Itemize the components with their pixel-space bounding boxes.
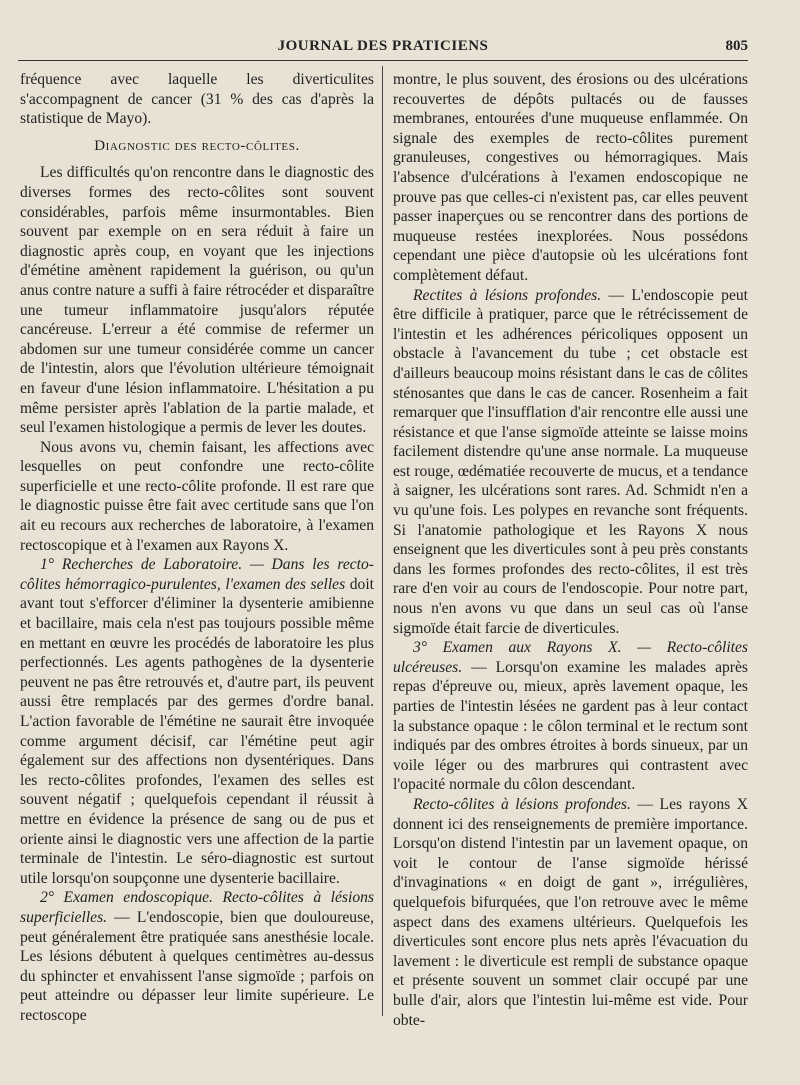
paragraph-xray-ulcerative — [393, 638, 748, 795]
endoscopy-text: — L'endoscopie, bien que douloureuse, peut généralement être pratiquée sans anesthésie locale. Les lésions débutent à quelques centimètres au-dessus du sphincter et envahissent l'anse sigmoïde ; parfois on peut atteindre ou dépasser leur limite supérieure. Le rectoscope — [20, 908, 374, 1024]
paragraph-laboratory — [20, 555, 374, 888]
column-divider — [382, 66, 383, 1016]
right-column — [393, 70, 748, 1030]
xray-deep-text: — Les rayons X donnent ici des renseignements de première importance. Lorsqu'on distend l'intestin par un lavement opaque, on voit le contour de l'anse sigmoïde hérissé d'invaginations « en doigt de gant », irrégulières, quelquefois bifurquées, que l'on retrouve avec le même aspect dans des examens ultérieurs. Quelquefois les diverticules sont encore plus nets après l'évacuation du lavement : le diverticule est rempli de substance opaque et présente souvent un sommet clair occupé par une bulle d'air, alors que l'intestin lui-même est vide. Pour obte- — [393, 795, 748, 1029]
xray-ulcerative-text: — Lorsqu'on examine les malades après repas d'épreuve ou, mieux, après lavement opaque, les parties de l'intestin lésées ne gardent pas à leur contact la substance opaque : le côlon terminal et le rectum sont indiqués par des ombres étroites à bords sinueux, par un voile léger ou des marbrures qui contrastent avec l'opacité normale du côlon descendant. — [393, 658, 748, 794]
deep-rectitis-text: — L'endoscopie peut être difficile à pratiquer, parce que le rétrécissement de l'intestin et les adhérences péricoliques opposent un obstacle à l'avancement du tube ; cet obstacle est d'ailleurs beaucoup moins résistant dans le cas de côlites sténosantes que dans le cas de cancer. Rosenheim a fait remarquer que l'insufflation d'air rencontre elle aussi une résistance et que l'anse sigmoïde atteinte se laisse moins facilement distendre qu'une anse normale. La muqueuse est rouge, œdématiée recouverte de mucus, et a tendance à saigner, les ulcérations sont rares. Ad. Schmidt n'en a vu qu'une fois. Les polypes en revanche sont fréquents. Si l'anatomie pathologique et les Rayons X nous enseignent que les diverticules sont à peu près constants dans les formes profondes des recto-côlites, il est très rare d'en voir au cours de l'endoscopie. Pour notre part, nous n'en avons vu que dans un seul cas où l'anse sigmoïde était farcie de diverticules. — [393, 286, 749, 637]
paragraph-endoscopy — [20, 888, 374, 1025]
running-header — [18, 34, 748, 61]
xray-ulcerative-lead: 3° Examen aux Rayons X. — Recto-côlites ulcéreuses. — [393, 639, 748, 676]
page-number: 805 — [725, 38, 748, 54]
paragraph-affections: Nous avons vu, chemin faisant, les affections avec lesquelles on peut confondre une recto-côlite superficielle et une recto-côlite profonde. Il est rare que le diagnostic puisse être fait avec certitude sans que l'on ait eu recours aux recherches de laboratoire, à l'examen rectoscopique et à l'examen aux Rayons X. — [20, 438, 374, 554]
laboratory-text: doit avant tout s'efforcer d'éliminer la dysenterie amibienne et bacillaire, mais cela n'est pas toujours possible même en mettant en œuvre les procédés de laboratoire les plus perfectionnés. Les agents pathogènes de la dysenterie peuvent ne pas être retrouvés et, d'autre part, ils peuvent aussi être remplacés par des germes d'ordre banal. L'action favorable de l'émétine ne saurait être invoquée comme argument décisif, car l'émétine peut agir également sur des affections non dysentériques. Dans les recto-côlites profondes, l'examen des selles est souvent négatif ; quelquefois cependant il réussit à mettre en évidence la présence de sang ou de pus et oriente ainsi le diagnostic vers une affection de la partie terminale de l'intestin. Le séro-diagnostic est surtout utile lorsqu'on soupçonne une dysenterie bacillaire. — [20, 575, 374, 887]
section-heading: Diagnostic des recto-côlites. — [94, 137, 300, 154]
paragraph-intro: fréquence avec laquelle les diverticulites s'accompagnent de cancer (31 % des cas d'après la statistique de Mayo). — [20, 71, 374, 128]
laboratory-lead: 1° Recherches de Laboratoire. — Dans les recto-côlites hémorragico-purulentes, l'examen des selles — [20, 556, 374, 593]
endoscopy-lead: 2° Examen endoscopique. Recto-côlites à lésions superficielles. — [20, 889, 374, 926]
paragraph-difficulties: Les difficultés qu'on rencontre dans le diagnostic des diverses formes des recto-côlites sont souvent considérables, parfois même insurmontables. Bien souvent par exemple on en sera réduit à faire un diagnostic après coup, en voyant que les injections d'émétine amènent rapidement la guérison, ou qu'un anus contre nature a suffi à faire rétrocéder et disparaître une tumeur inflammatoire jusqu'alors réputée cancéreuse. L'erreur a été commise de refermer un abdomen sur une tumeur considérée comme un cancer de l'intestin, alors que l'évolution ultérieure témoignait en faveur d'une lésion inflammatoire. L'hésitation a pu même persister après l'ablation de la partie malade, et seul l'examen histologique a permis de lever les doutes. — [20, 164, 374, 437]
paragraph-continuation: montre, le plus souvent, des érosions ou des ulcérations recouvertes de dépôts pultacés ou de fausses membranes, entourées d'une muqueuse enflammée. On signale des exemples de recto-côlites purement granuleuses, congestives ou hémorragiques. Mais l'absence d'ulcérations à l'examen endoscopique ne prouve pas que celles-ci n'existent pas, car elles peuvent passer inaperçues ou se rencontrer dans des portions de muqueuse restées inexplorées. Nous possédons cependant une pièce d'autopsie où les ulcérations font complètement défaut. — [393, 71, 748, 284]
xray-deep-lead: Recto-côlites à lésions profondes. — [413, 795, 631, 813]
deep-rectitis-lead: Rectites à lésions profondes. — [413, 286, 602, 304]
paragraph-deep-rectitis — [393, 286, 748, 639]
left-column — [20, 70, 374, 1026]
paragraph-xray-deep — [393, 795, 748, 1030]
journal-title: JOURNAL DES PRATICIENS — [277, 38, 489, 54]
